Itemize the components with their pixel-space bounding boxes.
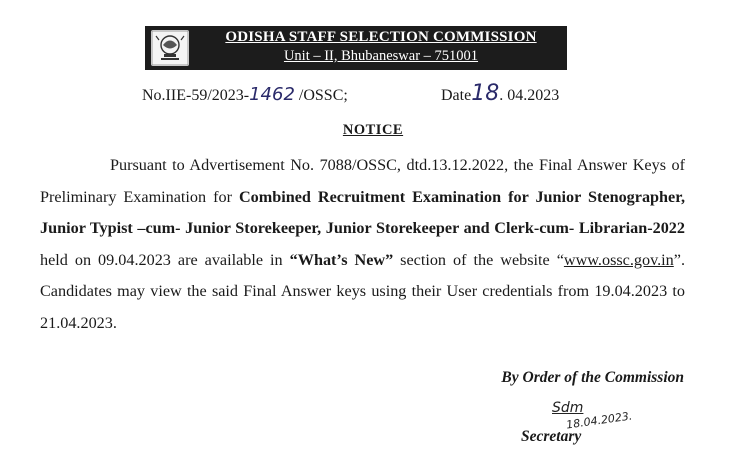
body-part-1: Pursuant to Advertisement No. 7088/OSSC, dtd.13.12.2022, the Final Answer Keys of Preliminary Examination for: [40, 156, 685, 206]
body-part-4: ”. Candidates may view the said Final Answer keys using their User credentials from 19.04.2023 to 21.04.2023.: [40, 250, 685, 332]
signature-date: 18.04.2023.: [565, 409, 634, 432]
website-link[interactable]: www.ossc.gov.in: [563, 250, 674, 269]
commission-address: Unit – II, Bhubaneswar – 751001: [283, 48, 479, 64]
commission-name: ODISHA STAFF SELECTION COMMISSION: [225, 29, 537, 45]
date-rest: . 04.2023: [499, 87, 560, 104]
commission-header: [145, 26, 567, 70]
by-order-line: By Order of the Commission: [501, 369, 684, 386]
date-label: Date: [441, 87, 472, 104]
reference-prefix: No.IIE-59/2023-: [142, 87, 250, 104]
section-name: “What’s New”: [289, 250, 394, 269]
exam-name: Combined Recruitment Examination for Junior Stenographer, Junior Typist –cum- Junior Storekeeper, Junior Storekeeper and Clerk-cum- Librarian-2022: [40, 187, 685, 237]
notice-body: [40, 150, 685, 339]
reference-suffix: /OSSC;: [294, 87, 348, 104]
reference-number: [142, 84, 348, 105]
notice-title: NOTICE: [342, 122, 404, 138]
notice-date: [441, 81, 559, 106]
body-part-2: held on 09.04.2023 are available in: [40, 250, 290, 269]
signatory-designation: Secretary: [521, 428, 582, 445]
signature-initials: Sdm: [552, 400, 584, 416]
handwritten-reference-number: 1462: [249, 84, 295, 105]
body-part-3: section of the website “: [393, 250, 564, 269]
handwritten-day: 18: [471, 81, 500, 106]
